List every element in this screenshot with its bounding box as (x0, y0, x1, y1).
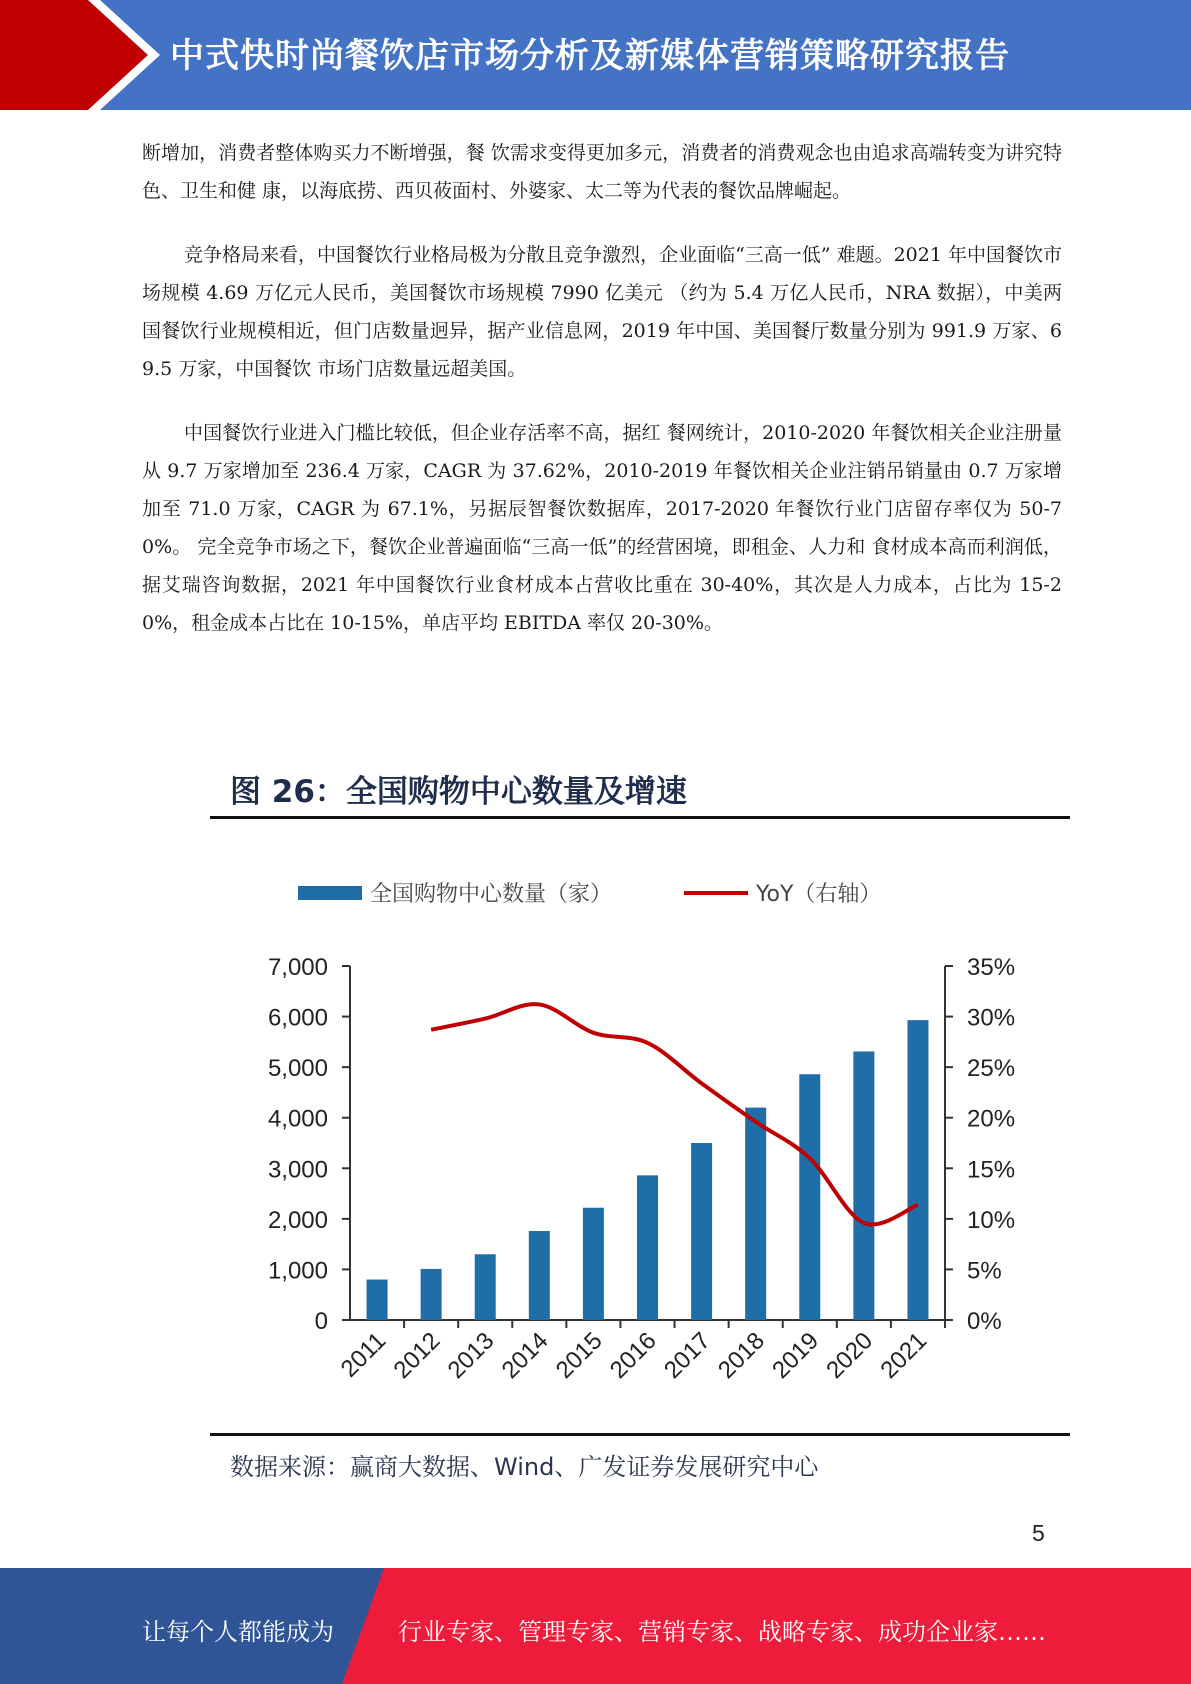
bar-2015 (583, 1208, 604, 1320)
x-tick-label-2019: 2019 (767, 1327, 825, 1384)
legend-bar-label: 全国购物中心数量（家） (370, 882, 613, 907)
left-tick-label: 3,000 (267, 1156, 328, 1184)
bar-2016 (637, 1175, 658, 1320)
x-tick-label-2012: 2012 (388, 1327, 446, 1384)
bar-2018 (745, 1108, 766, 1320)
page-number: 5 (1032, 1520, 1045, 1546)
bar-2012 (421, 1269, 442, 1320)
paragraph-2: 竞争格局来看，中国餐饮行业格局极为分散且竞争激烈，企业面临“三高一低” 难题。2021 年中国餐饮市场规模 4.69 万亿元人民币，美国餐饮市场规模 7990 亿美元 （约为 5.4 万亿人民币，NRA 数据），中美两国餐饮行业规模相近，但门店数量迥异，据产业信息网，2019 年中国、美国餐厅数量分别为 991.9 万家、69.5 万家，中国餐饮 市场门店数量远超美国。 (142, 244, 1062, 380)
page-header (0, 0, 1191, 110)
x-tick-label-2015: 2015 (550, 1327, 608, 1384)
x-tick-label-2021: 2021 (875, 1327, 933, 1384)
figure-bottom-rule (210, 1433, 1070, 1436)
right-tick-label: 30% (967, 1004, 1016, 1032)
left-tick-label: 0 (314, 1308, 328, 1335)
bar-2021 (907, 1020, 928, 1320)
x-tick-label-2011: 2011 (335, 1327, 392, 1383)
bar-2017 (691, 1143, 712, 1320)
page-footer (0, 1568, 1191, 1684)
right-tick-label: 10% (967, 1206, 1016, 1234)
x-tick-label-2017: 2017 (658, 1327, 716, 1384)
bar-2014 (529, 1231, 550, 1320)
footer-slogan-right: 行业专家、管理专家、营销专家、战略专家、成功企业家…… (398, 1618, 1046, 1646)
figure-title: 图 26：全国购物中心数量及增速 (230, 774, 687, 810)
bar-2011 (367, 1280, 388, 1320)
yoy-line (431, 1004, 918, 1224)
bar-2019 (799, 1074, 820, 1320)
left-tick-label: 5,000 (267, 1055, 328, 1083)
bar-2013 (475, 1254, 496, 1320)
figure-source: 数据来源：赢商大数据、Wind、广发证券发展研究中心 (230, 1453, 819, 1481)
legend-bar-swatch (298, 886, 362, 900)
right-tick-label: 5% (967, 1257, 1002, 1285)
left-tick-label: 2,000 (267, 1206, 328, 1234)
x-tick-label-2014: 2014 (496, 1327, 554, 1384)
figure-top-rule (210, 816, 1070, 819)
x-tick-label-2013: 2013 (442, 1327, 500, 1384)
left-tick-label: 1,000 (267, 1257, 328, 1285)
left-tick-label: 7,000 (267, 954, 328, 981)
right-tick-label: 25% (967, 1055, 1016, 1083)
report-title: 中式快时尚餐饮店市场分析及新媒体营销策略研究报告 (170, 36, 1010, 76)
x-tick-label-2018: 2018 (713, 1327, 770, 1384)
left-tick-label: 6,000 (267, 1004, 328, 1032)
right-tick-label: 35% (967, 954, 1016, 981)
right-tick-label: 15% (967, 1156, 1016, 1184)
x-tick-label-2016: 2016 (604, 1327, 662, 1384)
right-tick-label: 20% (967, 1105, 1016, 1133)
shopping-center-chart (210, 826, 1070, 1426)
legend-line-label: YoY（右轴） (756, 882, 882, 907)
paragraph-3: 中国餐饮行业进入门槛比较低，但企业存活率不高，据红 餐网统计，2010-2020 年餐饮相关企业注册量从 9.7 万家增加至 236.4 万家，CAGR 为 37.62%，2010-2019 年餐饮相关企业注销吊销量由 0.7 万家增加至 71.0 万家，CAGR 为 67.1%，另据辰智餐饮数据库，2017-2020 年餐饮行业门店留存率仅为 50-70%。 完全竞争市场之下，餐饮企业普遍面临“三高一低”的经营困境，即租金、人力和 食材成本高而利润低，据艾瑞咨询数据，2021 年中国餐饮行业食材成本占营收比重在 30-40%，其次是人力成本，占比为 15-20%，租金成本占比在 10-15%，单店平均 EBITDA 率仅 20-30%。 (142, 422, 1062, 634)
footer-slogan-left: 让每个人都能成为 (142, 1618, 334, 1646)
paragraph-1: 断增加，消费者整体购买力不断增强，餐 饮需求变得更加多元，消费者的消费观念也由追求高端转变为讲究特色、卫生和健 康，以海底捞、西贝莜面村、外婆家、太二等为代表的餐饮品牌崛起。 (142, 142, 1062, 202)
x-tick-label-2020: 2020 (821, 1327, 879, 1384)
bar-2020 (853, 1051, 874, 1320)
left-tick-label: 4,000 (267, 1105, 328, 1133)
article-body (142, 134, 1062, 668)
right-tick-label: 0% (967, 1308, 1002, 1335)
